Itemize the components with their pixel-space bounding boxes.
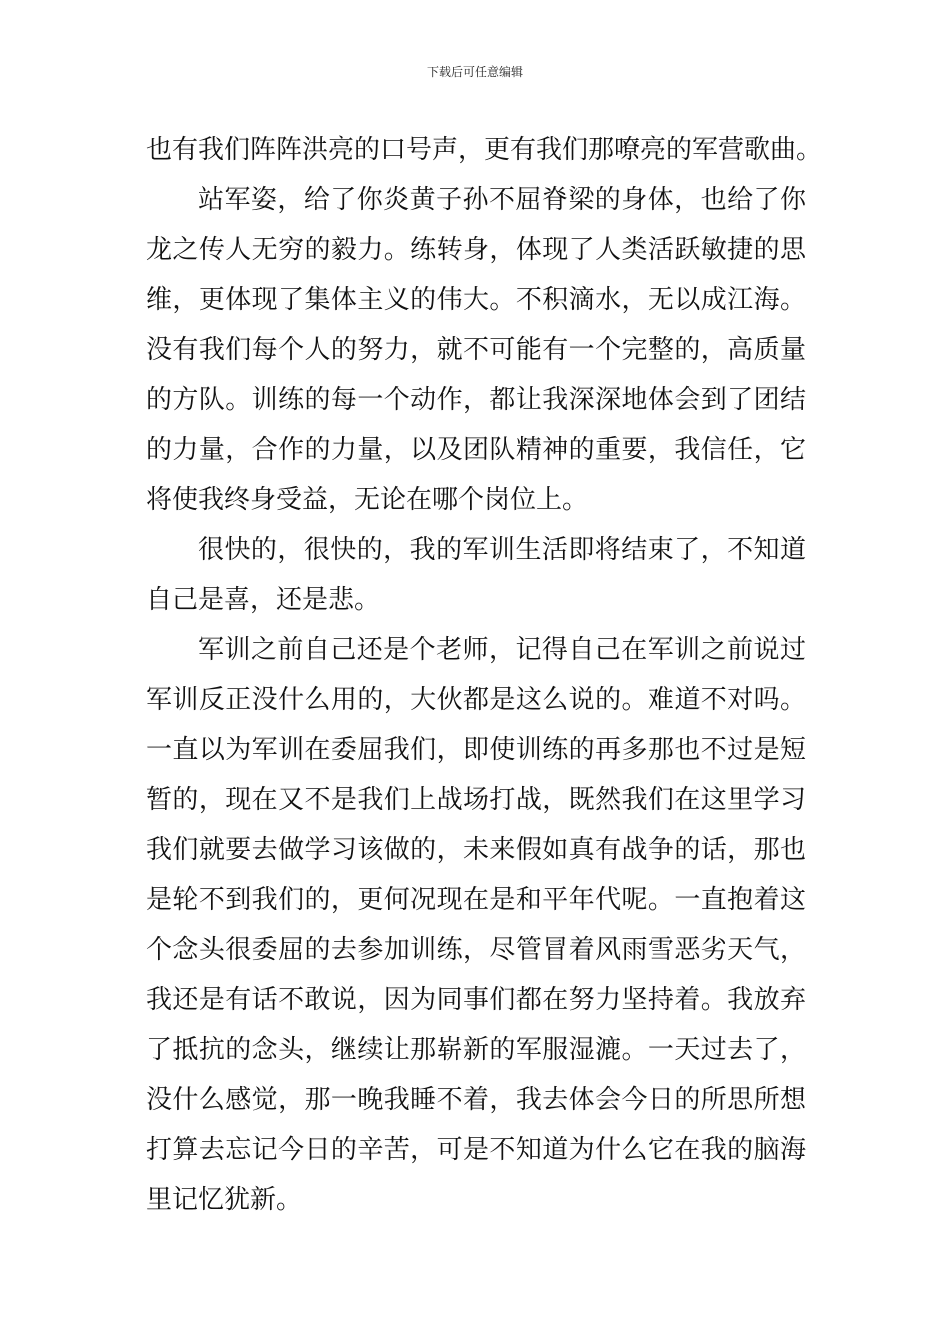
text-line: 很快的，很快的，我的军训生活即将结束了，不知道: [198, 535, 806, 565]
text-line: 我还是有话不敢说，因为同事们都在努力坚持着。我放弃: [146, 985, 806, 1015]
text-line: 自己是喜，还是悲。: [146, 585, 381, 615]
text-line: 也有我们阵阵洪亮的口号声，更有我们那嘹亮的军营歌曲。: [146, 135, 823, 165]
text-line: 军训反正没什么用的，大伙都是这么说的。难道不对吗。: [146, 685, 806, 715]
text-line: 的力量，合作的力量，以及团队精神的重要，我信任，它: [146, 435, 806, 465]
text-line: 打算去忘记今日的辛苦，可是不知道为什么它在我的脑海: [146, 1135, 806, 1165]
text-line: 将使我终身受益，无论在哪个岗位上。: [146, 485, 589, 515]
text-line: 军训之前自己还是个老师，记得自己在军训之前说过: [198, 635, 806, 665]
text-line: 了抵抗的念头，继续让那崭新的军服湿漉。一天过去了，: [146, 1035, 806, 1065]
text-line: 是轮不到我们的，更何况现在是和平年代呢。一直抱着这: [146, 885, 806, 915]
text-line: 一直以为军训在委屈我们，即使训练的再多那也不过是短: [146, 735, 806, 765]
text-line: 龙之传人无穷的毅力。练转身，体现了人类活跃敏捷的思: [146, 235, 806, 265]
document-body: [146, 125, 823, 1225]
text-line: 没什么感觉，那一晚我睡不着，我去体会今日的所思所想: [146, 1085, 806, 1115]
text-line: 个念头很委屈的去参加训练，尽管冒着风雨雪恶劣天气，: [146, 935, 806, 965]
text-line: 维，更体现了集体主义的伟大。不积滴水，无以成江海。: [146, 285, 806, 315]
text-line: 没有我们每个人的努力，就不可能有一个完整的，高质量: [146, 335, 806, 365]
page-header: 下载后可任意编辑: [426, 65, 523, 79]
text-line: 站军姿，给了你炎黄子孙不屈脊梁的身体，也给了你: [198, 185, 806, 215]
text-line: 的方队。训练的每一个动作，都让我深深地体会到了团结: [146, 385, 806, 415]
text-line: 里记忆犹新。: [146, 1185, 303, 1215]
text-line: 暂的，现在又不是我们上战场打战，既然我们在这里学习: [146, 785, 806, 815]
text-line: 我们就要去做学习该做的，未来假如真有战争的话，那也: [146, 835, 806, 865]
